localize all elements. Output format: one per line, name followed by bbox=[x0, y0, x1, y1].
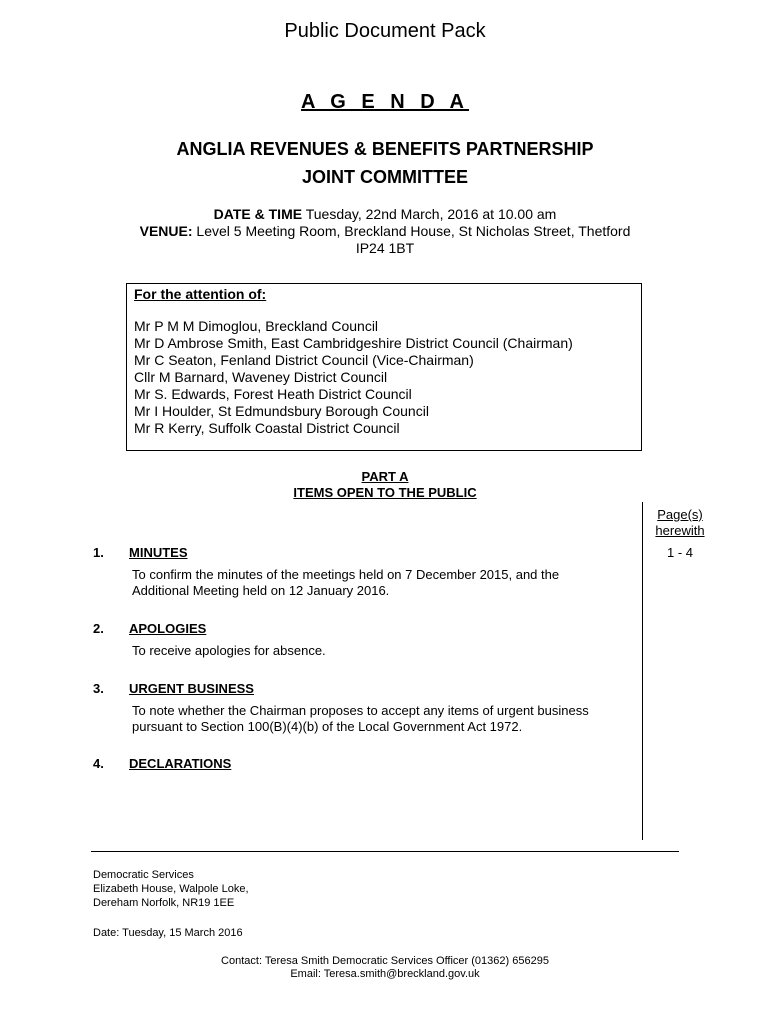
attention-member-list bbox=[134, 318, 573, 437]
venue-postcode: IP24 1BT bbox=[355, 240, 415, 256]
date-label: DATE & TIME bbox=[213, 206, 303, 222]
venue-label: VENUE: bbox=[139, 223, 193, 239]
item-number: 1. bbox=[93, 545, 104, 560]
attention-member: Mr P M M Dimoglou, Breckland Council bbox=[134, 318, 379, 334]
attention-member: Mr D Ambrose Smith, East Cambridgeshire District Council (Chairman) bbox=[134, 335, 573, 351]
item-description-line: To confirm the minutes of the meetings held on 7 December 2015, and the bbox=[132, 567, 560, 582]
item-number: 4. bbox=[93, 756, 104, 771]
attention-member: Cllr M Barnard, Waveney District Council bbox=[134, 369, 388, 385]
item-description-line: pursuant to Section 100(B)(4)(b) of the Local Government Act 1972. bbox=[132, 719, 523, 734]
footer-address-line: Dereham Norfolk, NR19 1EE bbox=[93, 897, 235, 909]
pages-header-line1: Page(s) bbox=[657, 507, 703, 522]
item-description bbox=[132, 703, 637, 735]
footer-contact: Contact: Teresa Smith Democratic Services Officer (01362) 656295 bbox=[221, 955, 549, 967]
footer-divider bbox=[91, 851, 679, 852]
footer-date: Date: Tuesday, 15 March 2016 bbox=[93, 927, 243, 939]
part-subtitle: ITEMS OPEN TO THE PUBLIC bbox=[293, 485, 477, 500]
pages-header-line2: herewith bbox=[655, 523, 705, 538]
agenda-heading: A G E N D A bbox=[301, 91, 469, 113]
item-number: 2. bbox=[93, 621, 104, 636]
document-pack-title: Public Document Pack bbox=[284, 20, 486, 42]
footer-address-line: Democratic Services bbox=[93, 869, 194, 881]
part-label: PART A bbox=[361, 469, 409, 484]
item-pages: 1 - 4 bbox=[666, 545, 693, 560]
attention-member: Mr C Seaton, Fenland District Council (Vice-Chairman) bbox=[134, 352, 474, 368]
item-description-line: To note whether the Chairman proposes to accept any items of urgent business bbox=[132, 703, 589, 718]
pages-column-header bbox=[646, 507, 714, 539]
pages-column-divider bbox=[642, 502, 643, 840]
item-title: URGENT BUSINESS bbox=[129, 681, 254, 696]
committee-name-line1: ANGLIA REVENUES & BENEFITS PARTNERSHIP bbox=[176, 139, 594, 159]
item-description bbox=[132, 643, 637, 659]
item-title: APOLOGIES bbox=[129, 621, 207, 636]
attention-box bbox=[126, 283, 642, 451]
item-description bbox=[132, 567, 637, 599]
item-description-line: To receive apologies for absence. bbox=[132, 643, 326, 658]
item-number: 3. bbox=[93, 681, 104, 696]
footer-email: Email: Teresa.smith@breckland.gov.uk bbox=[290, 968, 480, 980]
attention-member: Mr S. Edwards, Forest Heath District Council bbox=[134, 386, 412, 402]
date-value: Tuesday, 22nd March, 2016 at 10.00 am bbox=[305, 206, 557, 222]
committee-name-line2: JOINT COMMITTEE bbox=[302, 167, 468, 187]
attention-title: For the attention of: bbox=[134, 286, 267, 302]
meeting-date-line bbox=[0, 206, 770, 222]
item-title: DECLARATIONS bbox=[129, 756, 232, 771]
meeting-venue-line bbox=[0, 223, 770, 239]
item-title: MINUTES bbox=[129, 545, 188, 560]
item-description-line: Additional Meeting held on 12 January 2016. bbox=[132, 583, 390, 598]
attention-member: Mr R Kerry, Suffolk Coastal District Council bbox=[134, 420, 400, 436]
footer-address-line: Elizabeth House, Walpole Loke, bbox=[93, 883, 249, 895]
attention-member: Mr I Houlder, St Edmundsbury Borough Council bbox=[134, 403, 429, 419]
venue-value: Level 5 Meeting Room, Breckland House, St Nicholas Street, Thetford bbox=[196, 223, 631, 239]
